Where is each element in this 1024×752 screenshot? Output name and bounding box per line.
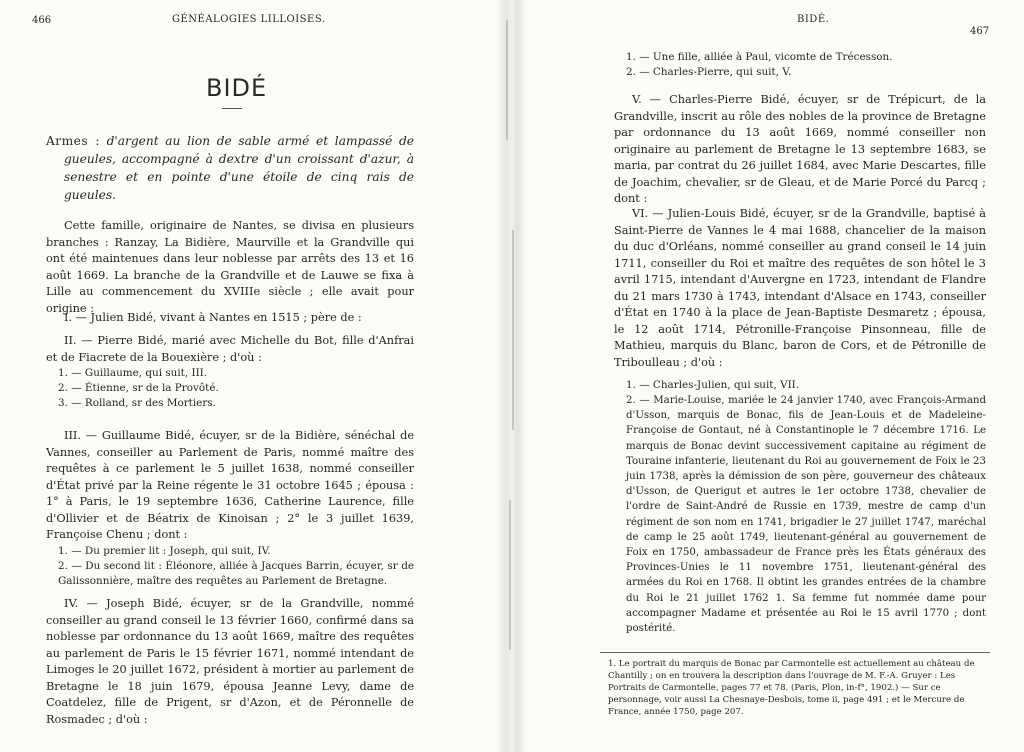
footnote: 1. Le portrait du marquis de Bonac par Carmontelle est actuellement au château de Chantilly ; on en trouvera la description dans l'ouvrage de M. F.-A. Gruyer : Les Portraits de Carmontelle, pages 77 et 78. (Paris, Plon, in-f°, 1902.) — Sur ce personnage, voir aussi La Chesnaye-Desbois, tome ii, page 491 ; et le Mercure de France, année 1750, page 207. xyxy=(608,659,975,717)
list-item: 1. — Guillaume, qui suit, III. xyxy=(58,367,208,379)
page-number: 466 xyxy=(32,15,52,26)
list-item: 2. — Étienne, sr de la Provôté. xyxy=(58,382,219,394)
generation-5 xyxy=(614,92,986,208)
scan-speck xyxy=(506,20,508,140)
list-item: 1. — Charles-Julien, qui suit, VII. xyxy=(626,379,800,391)
intro-paragraph xyxy=(46,218,414,317)
generation-3 xyxy=(46,428,414,589)
arms-block xyxy=(46,132,414,204)
list-item: 1. — Une fille, alliée à Paul, vicomte de Trécesson. xyxy=(626,51,893,63)
generation-1 xyxy=(46,310,414,327)
scan-speck xyxy=(509,500,511,650)
list-item: 2. — Marie-Louise, mariée le 24 janvier 1740, avec François-Armand d'Usson, marquis de Bonac, fils de Jean-Louis et de Madeleine-Françoise de Gontaut, né à Constantinople le 7 décembre 1716. Le marquis de Bonac devint successivement capitaine au régiment de Touraine infanterie, lieutenant du Roi au gouvernement de Foix le 23 juin 1738, après la démission de son père, gouverneur des châteaux d'Usson, de Querigut et autres le 1er octobre 1738, chevalier de l'ordre de Saint-André de Russie en 1739, mestre de camp d'un régiment de son nom en 1741, brigadier le 27 juillet 1747, maréchal de camp le 25 août 1749, lieutenant-général au gouvernement de Foix en 1750, ambassadeur de France près les États généraux des Provinces-Unies le 11 novembre 1751, lieutenant-général des armées du Roi en 1768. Il obtint les grandes entrées de la chambre du Roi le 21 juillet 1762 1. Sa femme fut nommée dame pour accompagner Madame et présentée au Roi le 15 avril 1770 ; dont postérité. xyxy=(626,395,986,635)
page-number: 467 xyxy=(970,26,990,37)
arms-text: d'argent au lion de sable armé et lampassé de gueules, accompagné à dextre d'un croissant d'azur, à senestre et en pointe d'une étoile de cinq rais de gueules. xyxy=(64,134,414,202)
list-item: 2. — Du second lit : Éléonore, alliée à Jacques Barrin, écuyer, sr de Galissonnière, maître des requêtes au Parlement de Bretagne. xyxy=(58,559,414,587)
gen3-text: III. — Guillaume Bidé, écuyer, sr de la Bidière, sénéchal de Vannes, conseiller au Parlement de Paris, nommé maître des requêtes à ce parlement le 5 juillet 1638, nommé conseiller d'État privé par la Reine régente le 31 octobre 1645 ; épousa : 1° à Paris, le 19 septembre 1636, Catherine Laurence, fille d'Ollivier et de Béatrix de Kinoisan ; 2° le 3 juillet 1639, Françoise Chenu ; dont : xyxy=(46,429,414,541)
title-divider xyxy=(222,108,242,109)
running-head: GÉNÉALOGIES LILLOISES. xyxy=(172,14,326,25)
gen2-text: II. — Pierre Bidé, marié avec Michelle du Bot, fille d'Anfrai et de Fiacrete de la Bouexière ; d'où : xyxy=(46,334,414,364)
left-page xyxy=(0,0,500,752)
gen4-text: IV. — Joseph Bidé, écuyer, sr de la Grandville, nommé conseiller au grand conseil le 13 février 1660, confirmé dans sa noblesse par ordonnance du 13 août 1669, maître des requêtes au parlement de Paris le 15 février 1671, nommé intendant de Limoges le 20 juillet 1672, président à mortier au parlement de Bretagne le 18 juin 1679, épousa Jeanne Levy, dame de Coatdelez, fille de Prigent, sr d'Azon, et de Péronnelle de Rosmadec ; d'où : xyxy=(46,597,414,726)
gen6-text: VI. — Julien-Louis Bidé, écuyer, sr de la Grandville, baptisé à Saint-Pierre de Vannes le 4 mai 1688, chancelier de la maison du duc d'Orléans, nommé conseiller au grand conseil le 14 juin 1711, conseiller du Roi et maître des requêtes de son hôtel le 3 avril 1715, intendant d'Auvergne en 1723, intendant de Flandre du 21 mars 1730 à 1743, intendant d'Alsace en 1743, conseiller d'État en 1740 à la place de Jean-Baptiste Desmaretz ; épousa, le 12 août 1714, Pétronille-Françoise Pinsonneau, fille de Mathieu, marquis du Blanc, baron de Cors, et de Pétronille de Triboulleau ; d'où : xyxy=(614,207,986,369)
gen1-text: I. — Julien Bidé, vivant à Nantes en 1515 ; père de : xyxy=(64,311,362,324)
page-title: BIDÉ xyxy=(206,74,268,102)
intro-text: Cette famille, originaire de Nantes, se divisa en plusieurs branches : Ranzay, La Bidière, Maurville et la Grandville qui ont été maintenues dans leur noblesse par arrêts des 13 et 16 août 1669. La branche de la Grandville et de Lauwe se fixa à Lille au commencement du XVIIIe siècle ; elle avait pour origine : xyxy=(46,219,414,315)
generation-4 xyxy=(46,596,414,728)
list-item: 1. — Du premier lit : Joseph, qui suit, IV. xyxy=(58,544,271,557)
list-item: 2. — Charles-Pierre, qui suit, V. xyxy=(626,66,792,78)
list-item: 3. — Rolland, sr des Mortiers. xyxy=(58,397,216,409)
gen5-text: V. — Charles-Pierre Bidé, écuyer, sr de Trépicurt, de la Grandville, inscrit au rôle des nobles de la province de Bretagne par ordonnance du 13 août 1669, nommé conseiller non originaire au parlement de Bretagne le 13 septembre 1683, se maria, par contrat du 26 juillet 1684, avec Marie Descartes, fille de Joachim, chevalier, sr de Gleau, et de Marie Porcé du Parcq ; dont : xyxy=(614,93,986,205)
footnote-divider xyxy=(600,652,990,653)
generation-2 xyxy=(46,333,414,411)
running-head: BIDÉ. xyxy=(797,14,830,25)
top-children xyxy=(614,50,986,80)
right-page xyxy=(520,0,1024,752)
scan-speck xyxy=(512,230,514,430)
generation-6 xyxy=(614,206,986,371)
generation-6-children xyxy=(614,378,986,636)
arms-label: Armes : xyxy=(46,134,100,148)
